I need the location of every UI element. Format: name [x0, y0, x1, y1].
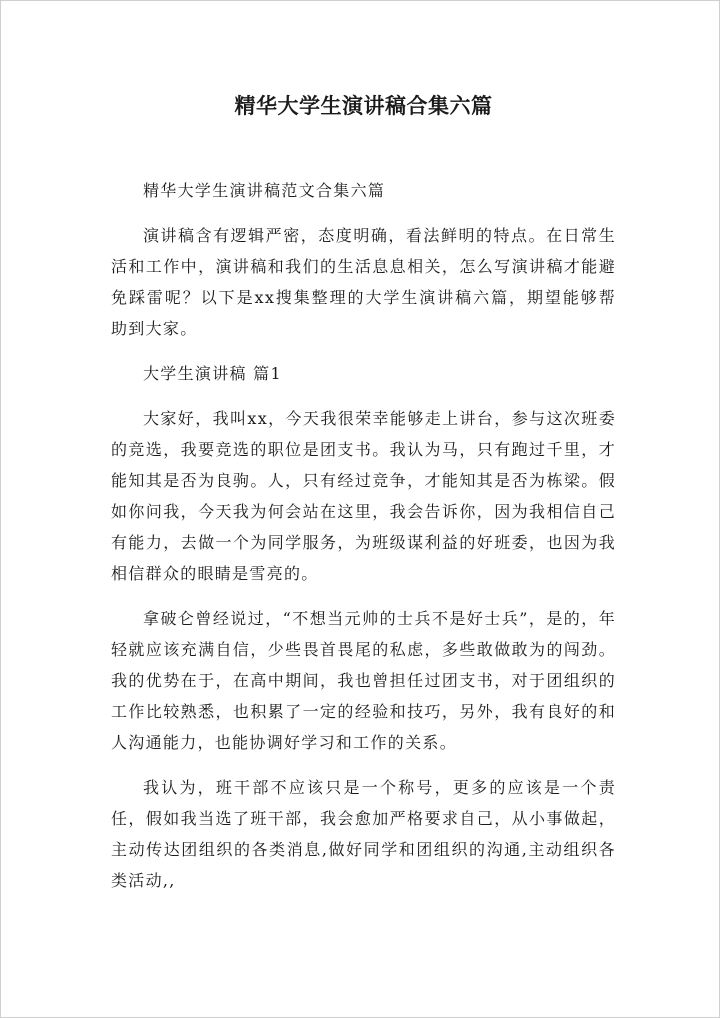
intro-paragraph: 演讲稿含有逻辑严密，态度明确，看法鲜明的特点。在日常生活和工作中，演讲稿和我们的生活息息相关，怎么写演讲稿才能避免踩雷呢？以下是xx搜集整理的大学生演讲稿六篇，期望能够帮助到大家。 — [111, 226, 616, 338]
document-title: 精华大学生演讲稿合集六篇 — [234, 93, 493, 118]
body-paragraph: 我认为，班干部不应该只是一个称号，更多的应该是一个责任，假如我当选了班干部，我会愈加严格要求自己，从小事做起，主动传达团组织的各类消息,做好同学和团组织的沟通,主动组织各类活动,, — [111, 778, 616, 890]
document-body — [111, 89, 616, 910]
section-heading: 大学生演讲稿 篇1 — [143, 364, 282, 383]
body-paragraph: 拿破仑曾经说过，“不想当元帅的士兵不是好士兵”，是的，年轻就应该充满自信，少些畏首畏尾的私虑，多些敢做敢为的闯劲。我的优势在于，在高中期间，我也曾担任过团支书，对于团组织的工作比较熟悉，也积累了一定的经验和技巧，另外，我有良好的和人沟通能力，也能协调好学习和工作的关系。 — [111, 609, 616, 752]
document-subtitle: 精华大学生演讲稿范文合集六篇 — [143, 181, 386, 200]
body-paragraph: 大家好，我叫xx，今天我很荣幸能够走上讲台，参与这次班委的竞选，我要竞选的职位是团支书。我认为马，只有跑过千里，才能知其是否为良驹。人，只有经过竞争，才能知其是否为栋梁。假如你问我，今天我为何会站在这里，我会告诉你，因为我相信自己有能力，去做一个为同学服务，为班级谋利益的好班委，也因为我相信群众的眼睛是雪亮的。 — [111, 409, 616, 583]
